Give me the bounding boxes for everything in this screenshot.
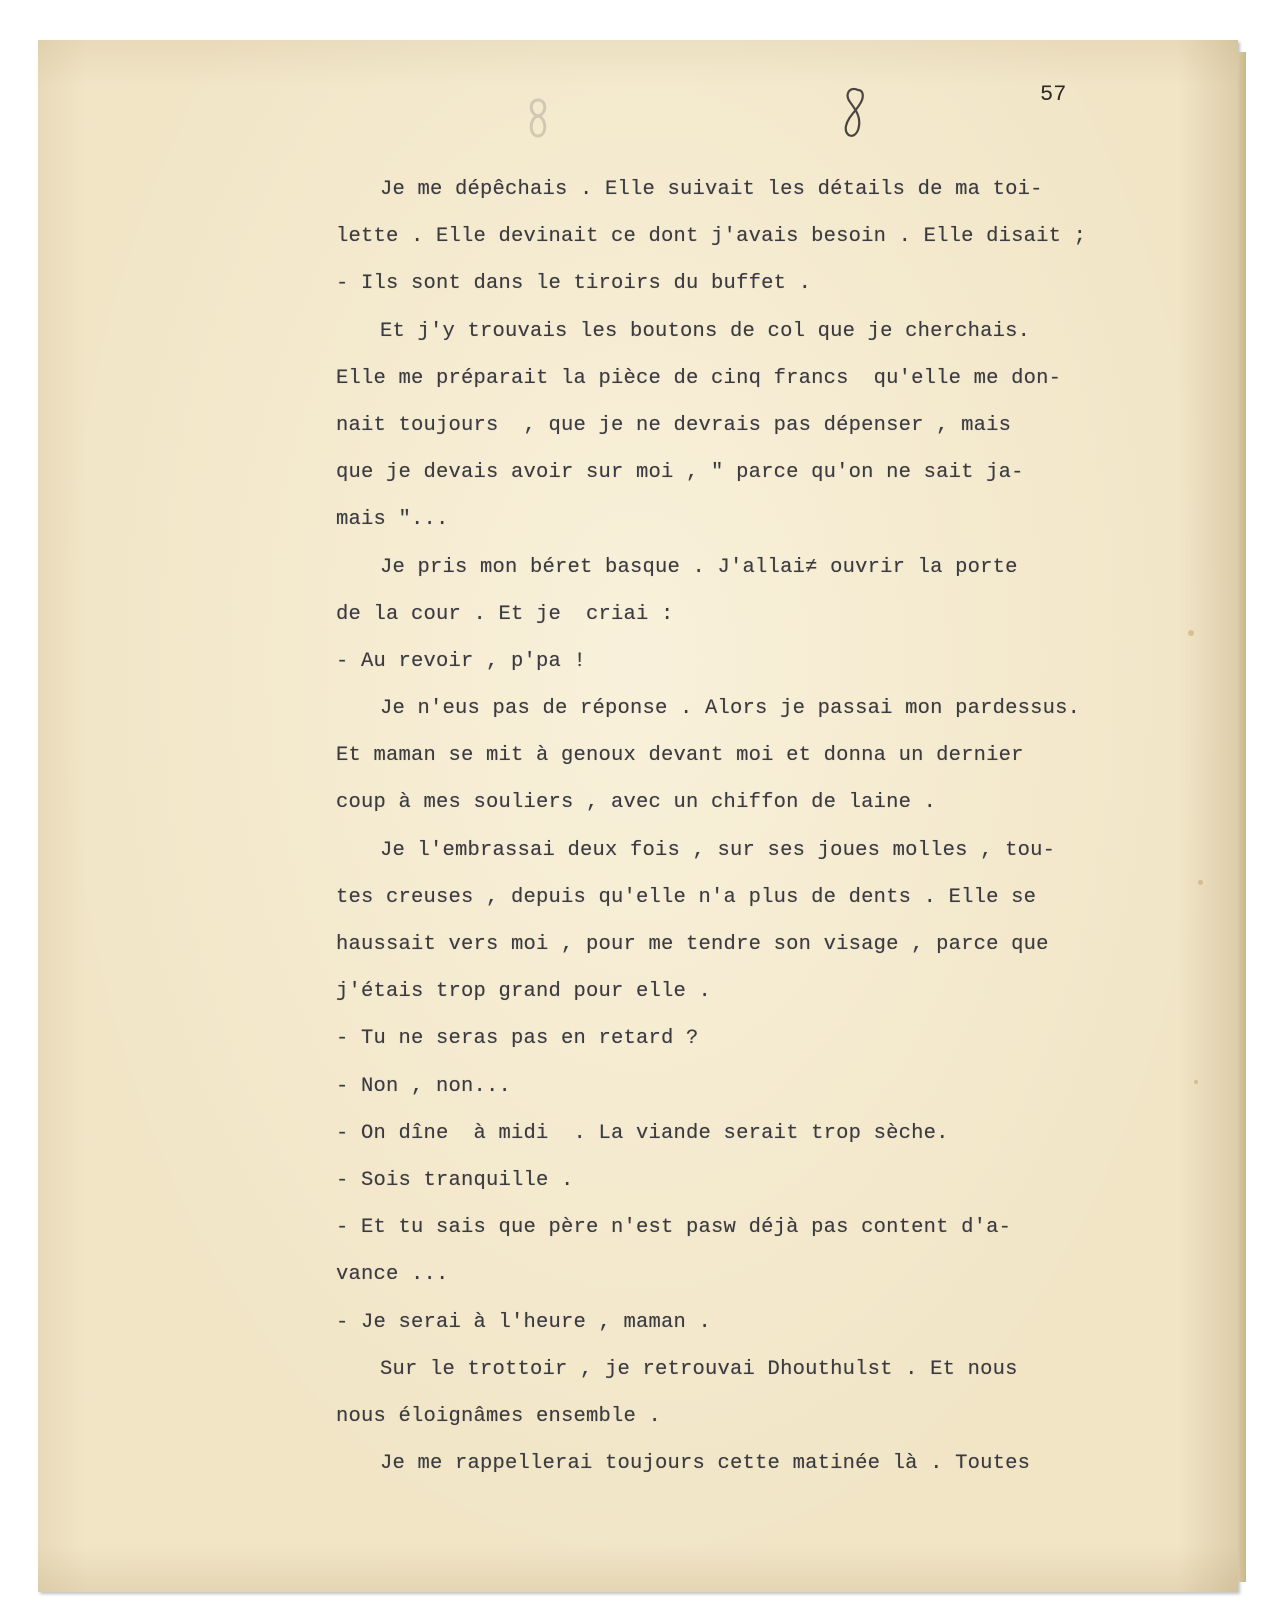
text-line: - Et tu sais que père n'est pasw déjà pas content d'a- — [336, 1216, 1012, 1240]
paper-stain — [1198, 880, 1203, 885]
text-line: Je n'eus pas de réponse . Alors je passai mon pardessus. — [380, 697, 1081, 721]
text-line: - Ils sont dans le tiroirs du buffet . — [336, 272, 812, 296]
text-line: de la cour . Et je criai : — [336, 602, 674, 626]
text-line: que je devais avoir sur moi , " parce qu'on ne sait ja- — [336, 461, 1024, 485]
handwritten-eight-mark — [840, 84, 870, 144]
text-line: Elle me préparait la pièce de cinq francs qu'elle me don- — [336, 366, 1062, 390]
text-line: haussait vers moi , pour me tendre son visage , parce que — [336, 933, 1049, 956]
text-line: coup à mes souliers , avec un chiffon de laine . — [336, 791, 937, 815]
paper-stain — [1188, 630, 1194, 636]
text-line: nait toujours , que je ne devrais pas dépenser , mais — [336, 413, 1012, 437]
text-line: lette . Elle devinait ce dont j'avais besoin . Elle disait ; — [336, 225, 1087, 249]
text-line: Je l'embrassai deux fois , sur ses joues molles , tou- — [380, 838, 1056, 862]
text-line: mais "... — [336, 508, 449, 532]
paper-edge — [1238, 52, 1246, 1582]
text-line: - Au revoir , p'pa ! — [336, 649, 587, 673]
text-line: Et maman se mit à genoux devant moi et donna un dernier — [336, 744, 1024, 768]
paper-stain — [1194, 1080, 1198, 1084]
text-line: vance ... — [336, 1263, 449, 1287]
text-line: - Tu ne seras pas en retard ? — [336, 1027, 699, 1051]
ghost-eight-mark — [525, 96, 551, 140]
text-line: Je me rappellerai toujours cette matinée là . Toutes — [380, 1452, 1031, 1476]
text-line: - Sois tranquille . — [336, 1168, 574, 1192]
text-line: Sur le trottoir , je retrouvai Dhouthulst . Et nous — [380, 1357, 1018, 1381]
text-line: Je pris mon béret basque . J'allai≠ ouvrir la porte — [380, 555, 1018, 579]
text-line: nous éloignâmes ensemble . — [336, 1404, 662, 1428]
text-line: tes creuses , depuis qu'elle n'a plus de dents . Elle se — [336, 885, 1037, 909]
text-line: - Je serai à l'heure , maman . — [336, 1310, 712, 1334]
text-line: j'étais trop grand pour elle . — [336, 980, 712, 1004]
typed-body-text — [336, 166, 1186, 1487]
text-line: - On dîne à midi . La viande serait trop sèche. — [336, 1121, 949, 1145]
text-line: Et j'y trouvais les boutons de col que je cherchais. — [380, 319, 1031, 343]
text-line: - Non , non... — [336, 1074, 512, 1098]
page-number: 57 — [1040, 82, 1067, 107]
text-line: Je me dépêchais . Elle suivait les détails de ma toi- — [380, 178, 1043, 201]
